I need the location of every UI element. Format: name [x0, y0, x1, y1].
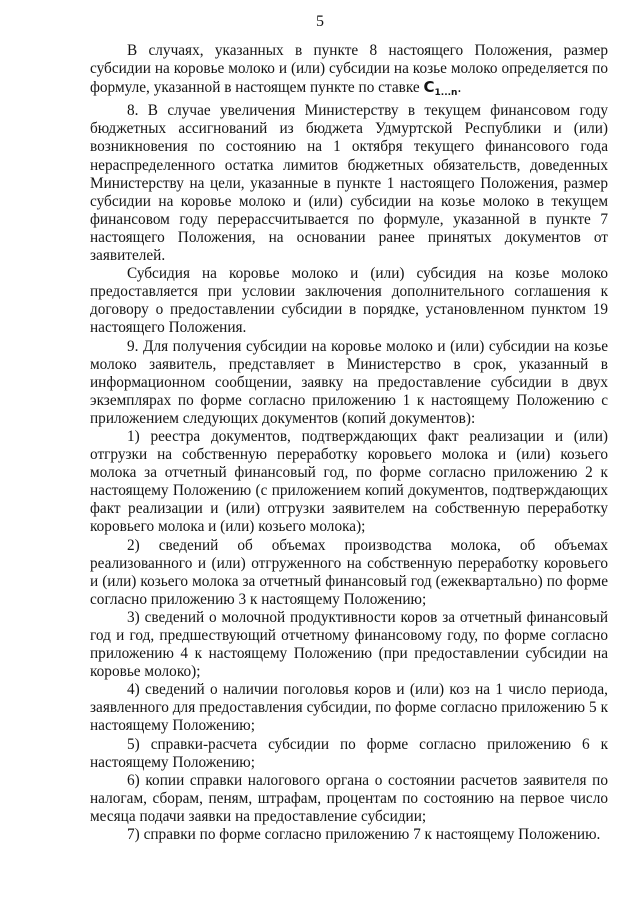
document-body — [90, 42, 608, 844]
list-item-5: 5) справки-расчета субсидии по форме согласно приложению 6 к настоящему Положению; — [90, 735, 608, 771]
paragraph-clause-9: 9. Для получения субсидии на коровье молоко и (или) субсидии на козье молоко заявитель, представляет в Министерство в срок, указанный в информационном сообщении, заявку на предоставление субсидии в двух экземплярах по форме согласно приложению 1 к настоящему Положению с приложением следующих документов (копий документов): — [90, 337, 608, 427]
formula-symbol: С — [423, 78, 435, 97]
paragraph-clause-8: 8. В случае увеличения Министерству в текущем финансовом году бюджетных ассигнований из бюджета Удмуртской Республики и (или) возникновения по состоянию на 1 октября текущего финансового года нераспределенного остатка лимитов бюджетных обязательств, доведенных Министерству на цели, указанные в пункте 1 настоящего Положения, размер субсидии на коровье молоко и (или) субсидии на козье молоко в текущем финансовом году перерассчитывается по формуле, указанной в пункте 7 настоящего Положения, на основании ранее принятых документов от заявителей. — [90, 102, 608, 265]
formula-subscript: 1...n — [434, 88, 458, 99]
list-item-3: 3) сведений о молочной продуктивности коров за отчетный финансовый год и год, предшествующий отчетному финансовому году, по форме согласно приложению 4 к настоящему Положению (при предоставлении субсидии на коровье молоко); — [90, 608, 608, 681]
paragraph-subsidy-condition: Субсидия на коровье молоко и (или) субсидия на козье молоко предоставляется при условии заключения дополнительного соглашения к договору о предоставлении субсидии в порядке, установленном пунктом 19 настоящего Положения. — [90, 265, 608, 337]
list-item-7: 7) справки по форме согласно приложению 7 к настоящему Положению. — [127, 826, 601, 844]
page-number: 5 — [316, 13, 324, 30]
list-item-2: 2) сведений об объемах производства молока, об объемах реализованного и (или) отгруженного на собственную переработку коровьего и (или) козьего молока за отчетный финансовый год (ежеквартально) по форме согласно приложению 3 к настоящему Положению; — [90, 536, 608, 608]
list-item-1: 1) реестра документов, подтверждающих факт реализации и (или) отгрузки на собственную переработку коровьего молока и (или) козьего молока за отчетный финансовый год, по форме согласно приложению 2 к настоящему Положению (с приложением копий документов, подтверждающих факт реализации и (или) отгрузки заявителем на собственную переработку коровьего молока и (или) козьего молока); — [90, 427, 608, 536]
paragraph-formula-rate — [90, 42, 608, 102]
list-item-6: 6) копии справки налогового органа о состоянии расчетов заявителя по налогам, сборам, пеням, штрафам, процентам по состоянию на первое число месяца подачи заявки на предоставление субсидии; — [90, 771, 608, 825]
paragraph-text: В случаях, указанных в пункте 8 настоящего Положения, размер субсидии на коровье молоко и (или) субсидии на козье молоко определяется по формуле, указанной в настоящем пункте по ставке — [90, 42, 608, 97]
list-item-4: 4) сведений о наличии поголовья коров и (или) коз на 1 число периода, заявленного для предоставления субсидии, по форме согласно приложению 5 к настоящему Положению; — [90, 681, 608, 735]
rate-formula — [423, 78, 458, 99]
paragraph-text-end: . — [457, 79, 462, 97]
